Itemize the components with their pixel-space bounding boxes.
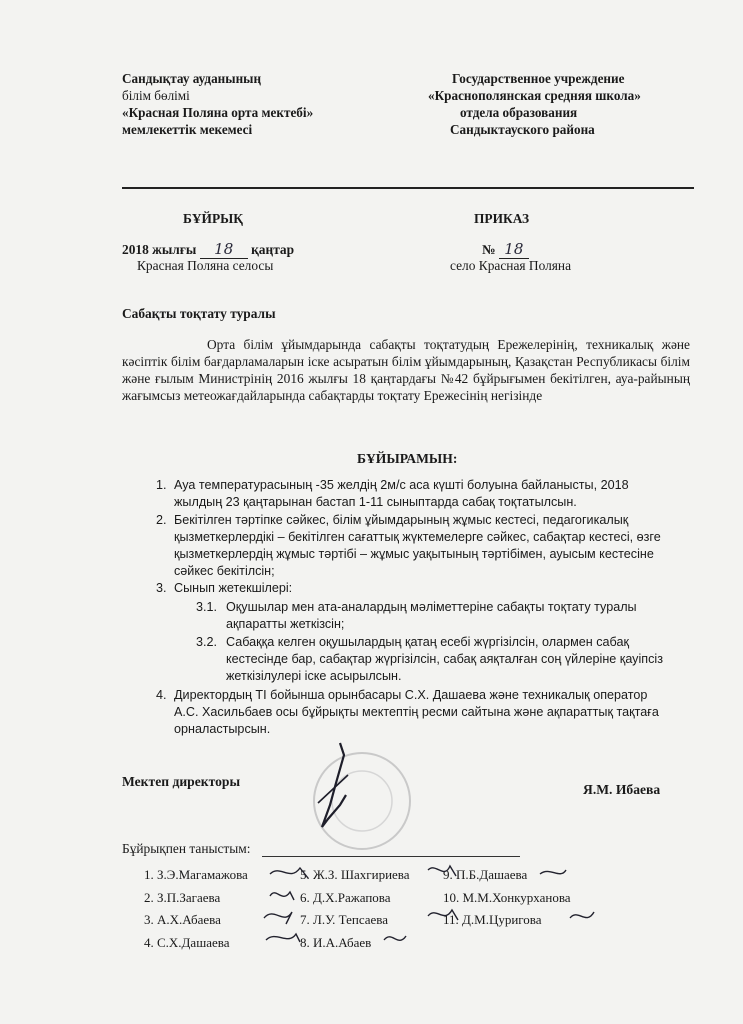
order-item-text: Сынып жетекшілері: (174, 581, 293, 596)
header-left-block (122, 70, 313, 138)
order-date (122, 240, 294, 259)
header-right-line2: «Краснополянская средняя школа» (428, 88, 641, 103)
header-left-line3: «Красная Поляна орта мектебі» (122, 105, 314, 120)
preamble-text: Орта білім ұйымдарында сабақты тоқтатудың Ережелерінің, техникалық және кәсіптік білім бағдарламаларын іске асыратын білім ұйымдарының, Қазақстан Республикасы білім және ғылым Министрінің 2016 жылғы 18 қаңтардағы №42 бұйрығымен бекітілген, ауа-райының жағымсыз метеожағдайларында сабақтарды тоқтату Ережесінің негізінде (122, 337, 690, 403)
ack-entry: 8. И.А.Абаев (300, 934, 372, 950)
header-right-line4: Сандыктауского района (450, 122, 595, 137)
order-item-number: 4. (156, 688, 167, 703)
order-subitem-3-1 (174, 599, 670, 632)
order-item-number: 2. (156, 513, 167, 528)
ack-entry: 3. А.Х.Абаева (144, 912, 221, 927)
order-item-4 (150, 687, 670, 737)
director-signature (300, 735, 380, 845)
order-title-ru: ПРИКАЗ (474, 211, 530, 226)
order-heading: БҰЙЫРАМЫН: (357, 451, 458, 466)
ack-entry: 9. П.Б.Дашаева (443, 867, 528, 882)
header-right-block (420, 70, 690, 138)
order-item-number: 1. (156, 478, 167, 492)
header-divider (122, 187, 694, 189)
order-subitem-text: Сабаққа келген оқушылардың қатаң есебі жүргізілсін, олармен сабақ кестесінде бар, сабақтар жүргізілсін, сабақ аяқталған соң үйлеріне қауіпсіз жеткізілулері іске асырылсын. (226, 635, 663, 683)
order-number-value: 18 (499, 240, 529, 259)
acknowledgement-label: Бұйрықпен таныстым: (122, 841, 251, 856)
order-item-text: Ауа температурасының -35 желдің 2м/с аса күшті болуына байланысты, 2018 жылдың 23 қаңтарынан бастап 1-11 сыныптарда сабақ тоқтатылсын. (174, 478, 629, 509)
order-item-text: Директордың ТІ бойынша орынбасары С.Х. Дашаева және техникалық оператор А.С. Хасильбаев осы бұйрықты мектептің ресми сайтына және ақпараттық тақтаға орналастырсын. (174, 688, 659, 736)
header-right-line3: отдела образования (460, 105, 578, 120)
order-subitem-3-2 (174, 634, 670, 684)
ack-column-2 (300, 867, 410, 957)
header-left-line2: білім бөлімі (122, 88, 190, 103)
official-stamp (300, 745, 430, 855)
ack-entry: 10. М.М.Хонкурханова (443, 889, 571, 905)
order-number (482, 240, 529, 259)
ack-entry: 7. Л.У. Тепсаева (300, 912, 389, 927)
order-title-kz: БҰЙРЫҚ (183, 211, 243, 226)
order-date-year: 2018 жылғы (122, 242, 197, 257)
signature-position: Мектеп директоры (122, 774, 241, 789)
order-place-ru: село Красная Поляна (450, 258, 572, 273)
header-left-line1: Сандықтау ауданының (122, 71, 262, 86)
acknowledgement-line (262, 856, 520, 857)
ack-entry: 1. З.Э.Магамажова (144, 867, 248, 882)
ack-entry: 2. З.П.Загаева (144, 889, 221, 905)
order-item-1 (150, 477, 670, 510)
ack-entry: 4. С.Х.Дашаева (144, 934, 230, 950)
ack-entry: 6. Д.Х.Ражапова (300, 889, 391, 905)
order-items (150, 477, 670, 738)
ack-entry: 5. Ж.З. Шахгириева (300, 867, 410, 882)
order-place-kz: Красная Поляна селосы (137, 258, 274, 273)
order-item-2 (150, 512, 670, 579)
order-subitem-number: 3.1. (196, 599, 218, 614)
order-item-number: 3. (156, 581, 167, 596)
order-item-text: Бекітілген тәртіпке сәйкес, білім ұйымдарының жұмыс кестесі, педагогикалық қызметкерлердікі – бекітілген сағаттық жүктемелерге сәйкес, сабақтар кестесі, өзге қызметкерлердің жұмыс тәртібі – жұмыс уақытының тәртібімен, ауысым кестесіне сәйкес бекітілсін; (174, 513, 661, 578)
order-subject: Сабақты тоқтату туралы (122, 306, 276, 321)
order-number-label: № (482, 242, 496, 257)
order-subitem-number: 3.2. (196, 635, 218, 650)
ack-column-1 (144, 867, 248, 957)
order-date-day: 18 (200, 240, 248, 259)
header-left-line4: мемлекеттік мекемесі (122, 122, 253, 137)
ack-entry: 11. Д.М.Цуригова (443, 912, 542, 927)
header-right-line1: Государственное учреждение (452, 71, 625, 86)
ack-column-3 (443, 867, 571, 935)
signature-name: Я.М. Ибаева (583, 782, 661, 797)
order-subitem-text: Оқушылар мен ата-аналардың мәліметтеріне сабақты тоқтату туралы ақпаратты жеткізсін; (226, 599, 637, 631)
order-item-3 (150, 580, 670, 684)
order-date-month: қаңтар (251, 242, 295, 257)
